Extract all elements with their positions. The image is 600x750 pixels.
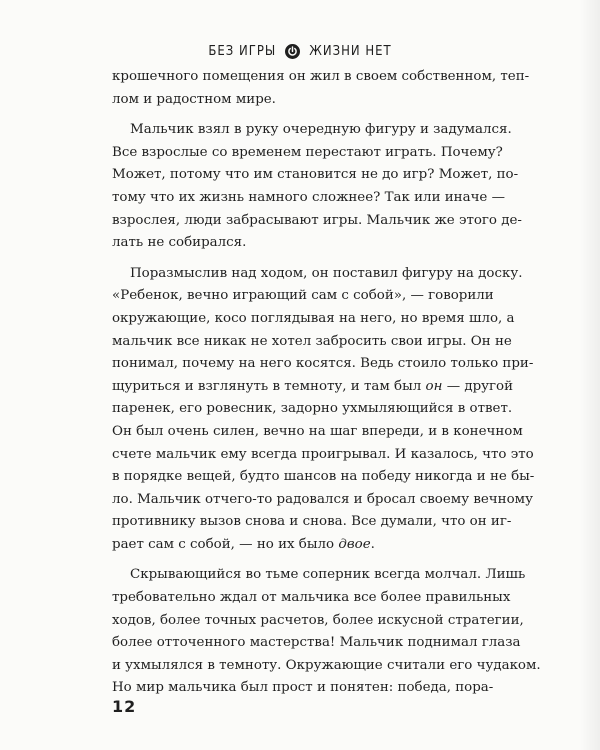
text-line: Но мир мальчика был прост и понятен: победа, пора- [112,680,494,696]
text-line: Все взрослые со временем перестают играть. Почему? [112,144,503,160]
text-line: Он был очень силен, вечно на шаг впереди, и в конечном [112,423,523,439]
text-line: крошечного помещения он жил в своем собственном, теп- [112,69,530,84]
text-line: Может, потому что им становится не до игр? Может, по- [112,167,519,183]
text-line: требовательно ждал от мальчика все более правильных [112,590,511,606]
text-line: в порядке вещей, будто шансов на победу никогда и не бы- [112,469,535,485]
text-line: мальчик все никак не хотел забросить свои игры. Он не [112,333,512,349]
text-line: более отточенного мастерства! Мальчик поднимал глаза [112,635,521,651]
text-line: ходов, более точных расчетов, более искусной стратегии, [112,612,524,628]
text-line: счете мальчик ему всегда проигрывал. И казалось, что это [112,446,534,462]
page-number: 12 [112,697,137,716]
running-head [0,44,600,59]
text-line: и ухмылялся в темноту. Окружающие считали его чудаком. [112,657,541,673]
text-line: «Ребенок, вечно играющий сам с собой», — говорили [112,288,494,304]
text-line: рает сам с собой, — но их было двое. [112,536,375,552]
text-line: лом и радостном мире. [112,91,276,107]
text-line: лать не собирался. [112,235,247,251]
text-line: щуриться и взглянуть в темноту, и там был он — другой [112,378,514,394]
text-line: Мальчик взял в руку очередную фигуру и задумался. [130,122,512,138]
text-line: взрослея, люди забрасывают игры. Мальчик же этого де- [112,212,522,228]
text-line: Скрывающийся во тьме соперник всегда молчал. Лишь [130,567,526,583]
text-line: Поразмыслив над ходом, он поставил фигуру на доску. [130,265,523,281]
text-line: тому что их жизнь намного сложнее? Так или иначе — [112,189,506,205]
running-head-left: БЕЗ ИГРЫ [208,44,277,59]
power-symbol-icon [285,44,300,59]
text-line: окружающие, косо поглядывая на него, но время шло, а [112,310,515,326]
page-edge-shadow [580,0,600,750]
text-line: противнику вызов снова и снова. Все думали, что он иг- [112,514,512,530]
text-line: понимал, почему на него косятся. Ведь стоило только при- [112,356,534,372]
running-head-right: ЖИЗНИ НЕТ [309,44,392,59]
text-line: ло. Мальчик отчего-то радовался и бросал своему вечному [112,491,533,507]
text-line: паренек, его ровесник, задорно ухмыляющийся в ответ. [112,401,513,417]
body-text [112,66,541,700]
